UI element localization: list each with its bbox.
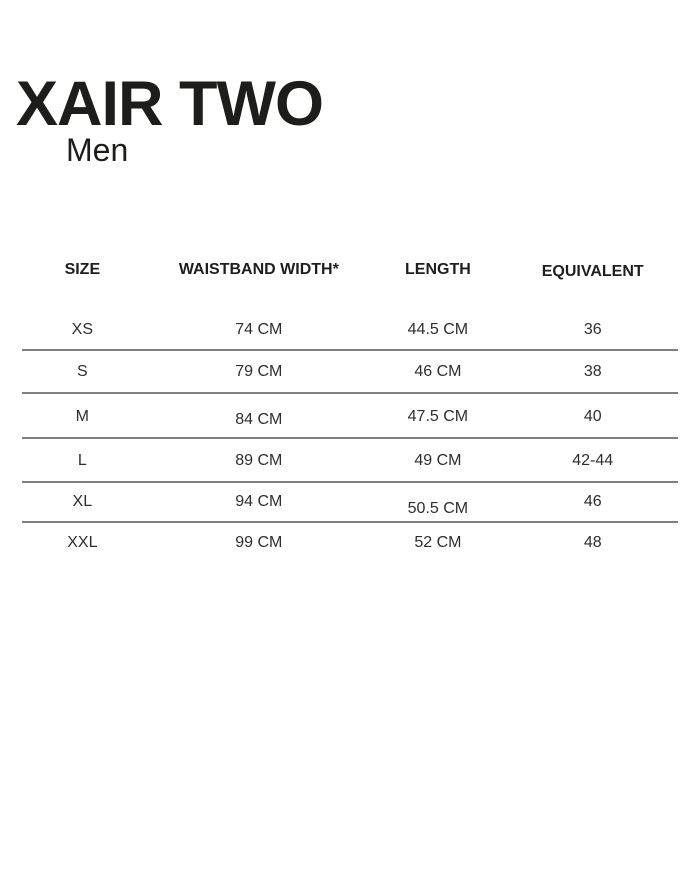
table-header-row [22,258,678,282]
cell-waistband: 89 CM [235,452,283,469]
cell-length: 46 CM [414,363,462,380]
col-header-waistband: WAISTBAND WIDTH* [178,261,339,278]
cell-waistband: 84 CM [235,411,283,428]
cell-waistband: 74 CM [235,321,283,338]
row-divider [22,392,678,394]
table-row [22,405,678,429]
col-header-length: LENGTH [405,261,471,278]
row-divider [22,349,678,351]
table-row [22,490,678,517]
row-divider [22,437,678,439]
cell-length: 52 CM [414,534,462,551]
table-row [22,360,678,384]
cell-waistband: 99 CM [235,534,283,551]
cell-waistband: 94 CM [235,493,283,510]
cell-equivalent: 40 [583,408,602,425]
cell-equivalent: 36 [583,321,602,338]
cell-equivalent: 38 [583,363,602,380]
cell-size: L [77,452,87,469]
cell-size: XS [71,321,94,338]
cell-equivalent: 48 [583,534,602,551]
cell-size: XL [72,493,93,510]
col-header-size: SIZE [64,261,101,278]
cell-equivalent: 46 [583,493,602,510]
row-divider [22,521,678,523]
table-row [22,318,678,342]
table-row [22,449,678,473]
cell-length: 44.5 CM [407,321,469,338]
brand-title: XAIR TWO [16,69,323,139]
col-header-equivalent: EQUIVALENT [541,263,644,280]
cell-length: 49 CM [414,452,462,469]
cell-length: 50.5 CM [407,500,469,517]
table-row [22,531,678,555]
cell-size: M [75,408,90,425]
row-divider [22,481,678,483]
cell-size: S [77,363,88,380]
cell-size: XXL [67,534,98,551]
cell-waistband: 79 CM [235,363,283,380]
cell-equivalent: 42-44 [572,452,614,469]
cell-length: 47.5 CM [407,408,469,425]
gender-subtitle: Men [66,132,129,168]
